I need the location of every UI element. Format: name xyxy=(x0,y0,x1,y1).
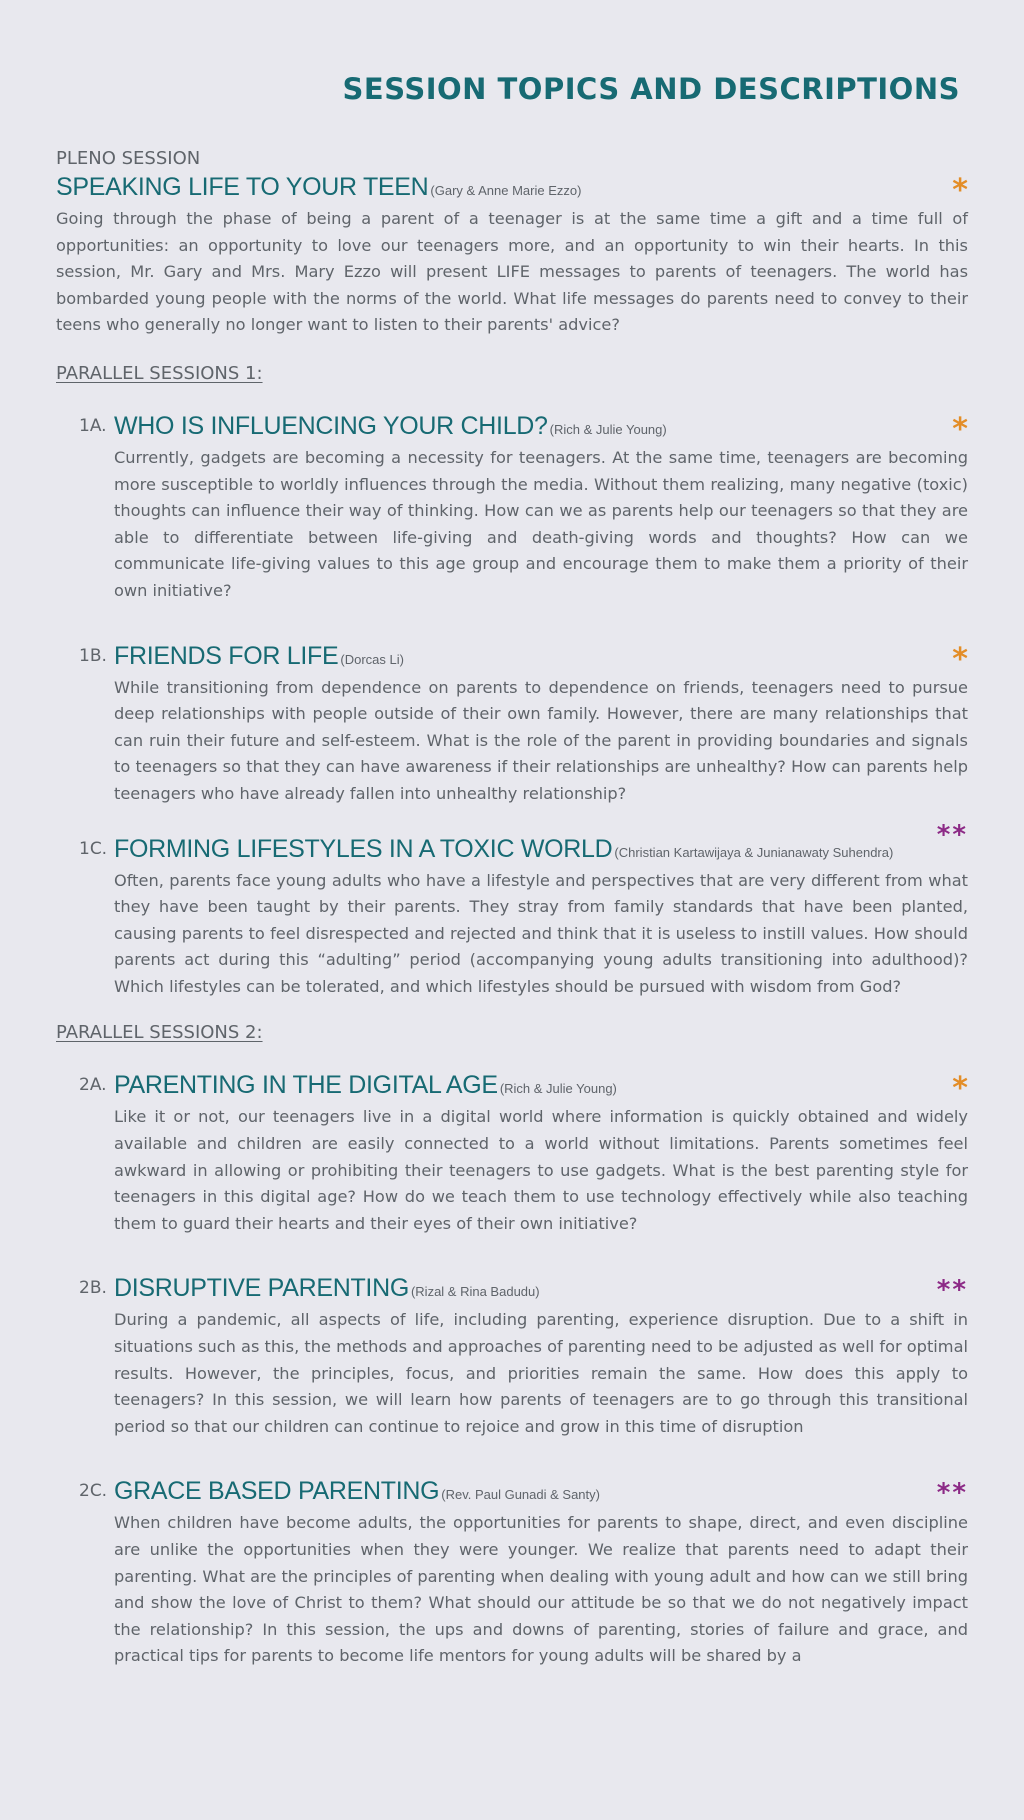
rating-single-star: * xyxy=(952,641,968,677)
session-code: 1B. xyxy=(79,645,107,666)
session-description: When children have become adults, the opportunities for parents to shape, direct, and even discipline are unlike the opportunities when they were younger. We realize that parents need to adapt their parenting. What are the principles of parenting when dealing with young adult and how can we still bring and show the love of Christ to them? What should our attitude be so that we do not negatively impact the relationship? In this session, the ups and downs of parenting, stories of failure and grace, and practical tips for parents to become life mentors for young adults will be shared by a xyxy=(114,1513,968,1666)
session-1a xyxy=(56,411,968,605)
session-1c xyxy=(56,819,968,1001)
pleno-section-label: PLENO SESSION xyxy=(56,148,201,169)
rating-double-star: ** xyxy=(936,1275,968,1306)
session-description: During a pandemic, all aspects of life, including parenting, experience disruption. Due to a shift in situations such as this, the methods and approaches of parenting need to be adjusted as well for optimal results. However, the principles, focus, and priorities remain the same. How does this apply to teenagers? In this session, we will learn how parents of teenagers are to go through this transitional period so that our children can continue to rejoice and grow in this time of disruption xyxy=(114,1310,968,1436)
session-2b xyxy=(56,1273,968,1440)
session-2a xyxy=(56,1070,968,1237)
session-speaker: (Rizal & Rina Badudu) xyxy=(410,1284,540,1300)
session-speaker: (Christian Kartawijaya & Junianawaty Suhendra) xyxy=(614,844,894,860)
session-code: 2A. xyxy=(79,1075,107,1096)
page-title: SESSION TOPICS AND DESCRIPTIONS xyxy=(342,72,960,106)
session-speaker: (Rich & Julie Young) xyxy=(499,1081,617,1097)
session-description: Going through the phase of being a parent of a teenager is at the same time a gift and a time full of opportunities: an opportunity to love our teenagers more, and an opportunity to win their hearts. In this session, Mr. Gary and Mrs. Mary Ezzo will present LIFE messages to parents of teenagers. The world has bombarded young people with the norms of the world. What life messages do parents need to convey to their teens who generally no longer want to listen to their parents' advice? xyxy=(56,209,968,335)
session-header xyxy=(79,1273,968,1307)
session-header xyxy=(79,641,968,677)
session-code: 2C. xyxy=(79,1481,108,1502)
session-header xyxy=(79,1070,968,1107)
session-description: Currently, gadgets are becoming a necessity for teenagers. At the same time, teenagers are becoming more susceptible to worldly influences through the media. Without them realizing, many negative (toxic) thoughts can influence their way of thinking. How can we as parents help our teenagers so that they are able to differentiate between life-giving and death-giving words and thoughts? How can we communicate life-giving values to this age group and encourage them to make them a priority of their own initiative? xyxy=(114,447,968,600)
session-speaker: (Rev. Paul Gunadi & Santy) xyxy=(441,1487,600,1503)
session-2c xyxy=(56,1476,968,1670)
rating-single-star: * xyxy=(952,173,968,208)
parallel-sessions-2-label: PARALLEL SESSIONS 2: xyxy=(56,1022,263,1044)
session-title: GRACE BASED PARENTING xyxy=(114,1477,440,1506)
session-speaker: (Rich & Julie Young) xyxy=(549,421,667,437)
session-speaker: (Gary & Anne Marie Ezzo) xyxy=(430,183,582,198)
pleno-session xyxy=(56,172,968,339)
session-description: While transitioning from dependence on parents to dependence on friends, teenagers need to pursue deep relationships with people outside of their own family. However, there are many relationships that can ruin their future and self-esteem. What is the role of the parent in providing boundaries and signals to teenagers so that they can have awareness if their relationships are unhealthy? How can parents help teenagers who have already fallen into unhealthy relationship? xyxy=(114,677,968,803)
session-title: WHO IS INFLUENCING YOUR CHILD? xyxy=(114,411,548,440)
session-description: Often, parents face young adults who have a lifestyle and perspectives that are very different from what they have been taught by their parents. They stray from family standards that have been planted, causing parents to feel disrespected and rejected and think that it is useless to instill values. How should parents act during this “adulting” period (accompanying young adults transitioning into adulthood)? Which lifestyles can be tolerated, and which lifestyles should be pursued with wisdom from God? xyxy=(114,870,968,996)
session-code: 1A. xyxy=(79,415,107,436)
session-title: SPEAKING LIFE TO YOUR TEEN xyxy=(56,173,429,201)
session-1b xyxy=(56,641,968,808)
session-header xyxy=(79,819,968,868)
session-header xyxy=(79,411,968,447)
session-title: PARENTING IN THE DIGITAL AGE xyxy=(114,1071,498,1100)
session-title: DISRUPTIVE PARENTING xyxy=(114,1274,409,1303)
session-code: 1C. xyxy=(79,838,108,859)
rating-single-star: * xyxy=(952,1071,968,1107)
session-header xyxy=(56,172,968,206)
session-speaker: (Dorcas Li) xyxy=(340,651,404,667)
session-header xyxy=(79,1476,968,1510)
session-code: 2B. xyxy=(79,1278,107,1299)
session-title: FORMING LIFESTYLES IN A TOXIC WORLD xyxy=(114,834,613,863)
rating-single-star: * xyxy=(952,411,968,447)
rating-double-star: ** xyxy=(936,1478,968,1509)
rating-double-star: ** xyxy=(936,819,968,850)
parallel-sessions-1-label: PARALLEL SESSIONS 1: xyxy=(56,362,263,384)
session-description: Like it or not, our teenagers live in a digital world where information is quickly obtained and widely available and children are easily connected to a world without limitations. Parents sometimes feel awkward in allowing or prohibiting their teenagers to use gadgets. What is the best parenting style for teenagers in this digital age? How do we teach them to use technology effectively while also teaching them to guard their hearts and their eyes of their own initiative? xyxy=(114,1107,968,1233)
session-title: FRIENDS FOR LIFE xyxy=(114,641,339,670)
